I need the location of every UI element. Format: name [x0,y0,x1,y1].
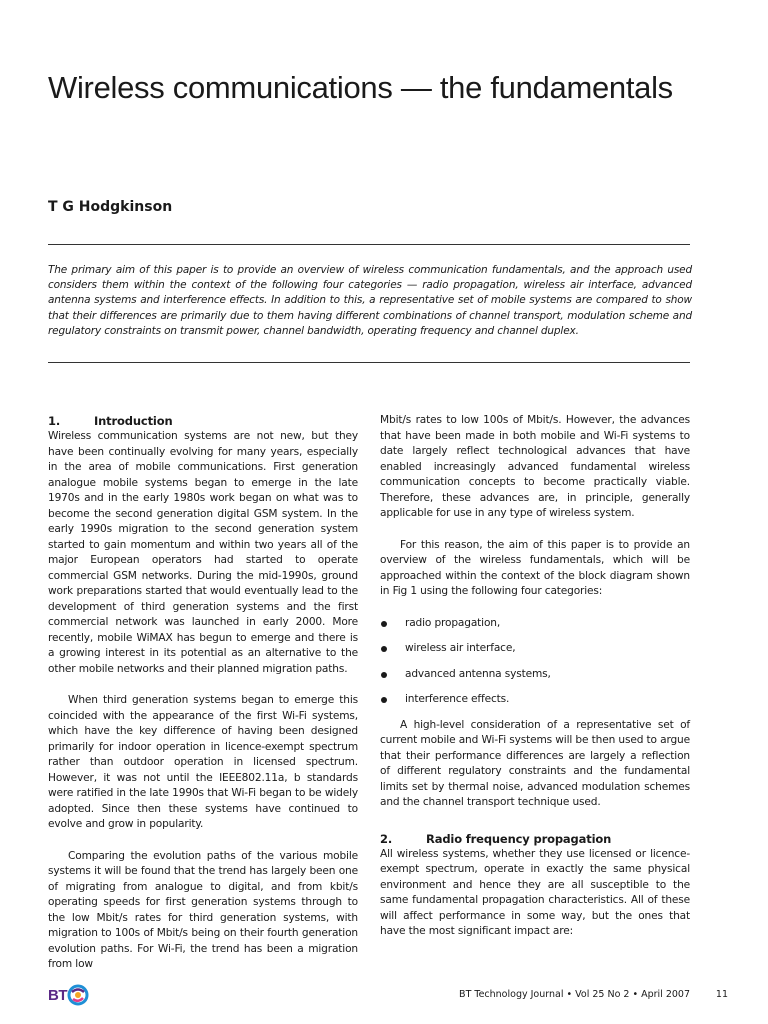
list-item [380,692,690,708]
page-number: 11 [715,989,728,1000]
list-item [380,616,690,632]
abstract: The primary aim of this paper is to provide an overview of wireless communication fundamentals, and the approach used considers them within the context of the following four categories — radio propagation, wireless air interface, advanced antenna systems and interference effects. In addition to this, a representative set of mobile systems are compared to show that their differences are primarily due to them having different combinations of channel transport, modulation scheme and regulatory constraints on transmit power, channel bandwidth, operating frequency and channel duplex. [48,264,692,337]
paragraph: When third generation systems began to emerge this coincided with the appearance of the first Wi-Fi systems, which have the key difference of having been designed primarily for indoor operation in licence-exempt spectrum rather than outdoor operation in licensed spectrum. However, it was not until the IEEE802.11a, b standards were ratified in the late 1990s that Wi-Fi began to be widely adopted. Since then these systems have continued to evolve and grow in popularity. [48,694,358,830]
list-item [380,667,690,683]
paragraph: All wireless systems, whether they use licensed or licence-exempt spectrum, operate in exactly the same physical environment and hence they are all susceptible to the same fundamental propagation characteristics. All of these will affect performance in some way, but the ones that have the most significant impact are: [380,847,690,937]
section-number: 2. [380,831,393,846]
section-1-heading [48,413,358,429]
bullet-icon [381,672,387,678]
list-item [380,641,690,657]
section-title: Radio frequency propagation [426,831,612,846]
right-column [380,413,690,940]
list-item-text: wireless air interface, [405,642,516,654]
section-title: Introduction [94,414,173,428]
paper-title: Wireless communications — the fundamentals [48,70,673,105]
paragraph: A high-level consideration of a representative set of current mobile and Wi-Fi systems will be then used to argue that their performance differences are largely a reflection of different regulatory constraints and the fundamental limits set by thermal noise, advanced modulation schemes and the channel transport technique used. [380,718,690,808]
journal-citation: BT Technology Journal • Vol 25 No 2 • April 2007 [459,989,690,1000]
section-number: 1. [48,414,61,428]
bt-logo [48,984,89,1006]
left-column [48,413,358,973]
paragraph: Mbit/s rates to low 100s of Mbit/s. However, the advances that have been made in both mobile and Wi-Fi systems to date largely reflect technological advances that have enabled increasingly advanced fundamental wireless communication concepts to become practically viable. Therefore, these advances are, in principle, generally applicable for use in any type of wireless system. [380,414,690,519]
abstract-bottom-rule [48,362,690,363]
list-item-text: interference effects. [405,693,510,705]
bullet-icon [381,697,387,703]
paragraph: For this reason, the aim of this paper is to provide an overview of the wireless fundamentals, which will be approached within the context of the block diagram shown in Fig 1 using the following four categories: [380,538,690,597]
bt-globe-icon [67,984,89,1006]
section-2-heading [380,831,690,847]
paragraph: Comparing the evolution paths of the various mobile systems it will be found that the trend has largely been one of migrating from analogue to digital, and from kbit/s operating speeds for first generation systems through to the low Mbit/s rates for third generation systems, with migration to 100s of Mbit/s being on their fourth generation evolution paths. For Wi-Fi, the trend has been a migration from low [48,849,358,970]
abstract-top-rule [48,244,690,245]
author-name: T G Hodgkinson [48,199,173,215]
list-item-text: radio propagation, [405,616,501,629]
category-list [380,616,690,708]
bullet-icon [381,621,387,627]
page-footer [48,984,728,1010]
bt-logo-text: BT [48,986,67,1004]
paragraph: Wireless communication systems are not new, but they have been continually evolving for many years, especially in the area of mobile communications. First generation analogue mobile systems began to emerge in the late 1970s and in the early 1980s work began on what was to become the second generation digital GSM system. In the early 1990s migration to the second generation system started to gain momentum and within two years all of the major European operators had started to operate commercial GSM networks. During the mid-1990s, ground work preparations started that would eventually lead to the development of third generation systems and the first commercial network was launched in early 2000. More recently, mobile WiMAX has begun to emerge and there is a growing interest in its potential as an alternative to the other mobile networks and their planned migration paths. [48,430,358,675]
list-item-text: advanced antenna systems, [405,667,551,680]
bullet-icon [381,646,387,652]
